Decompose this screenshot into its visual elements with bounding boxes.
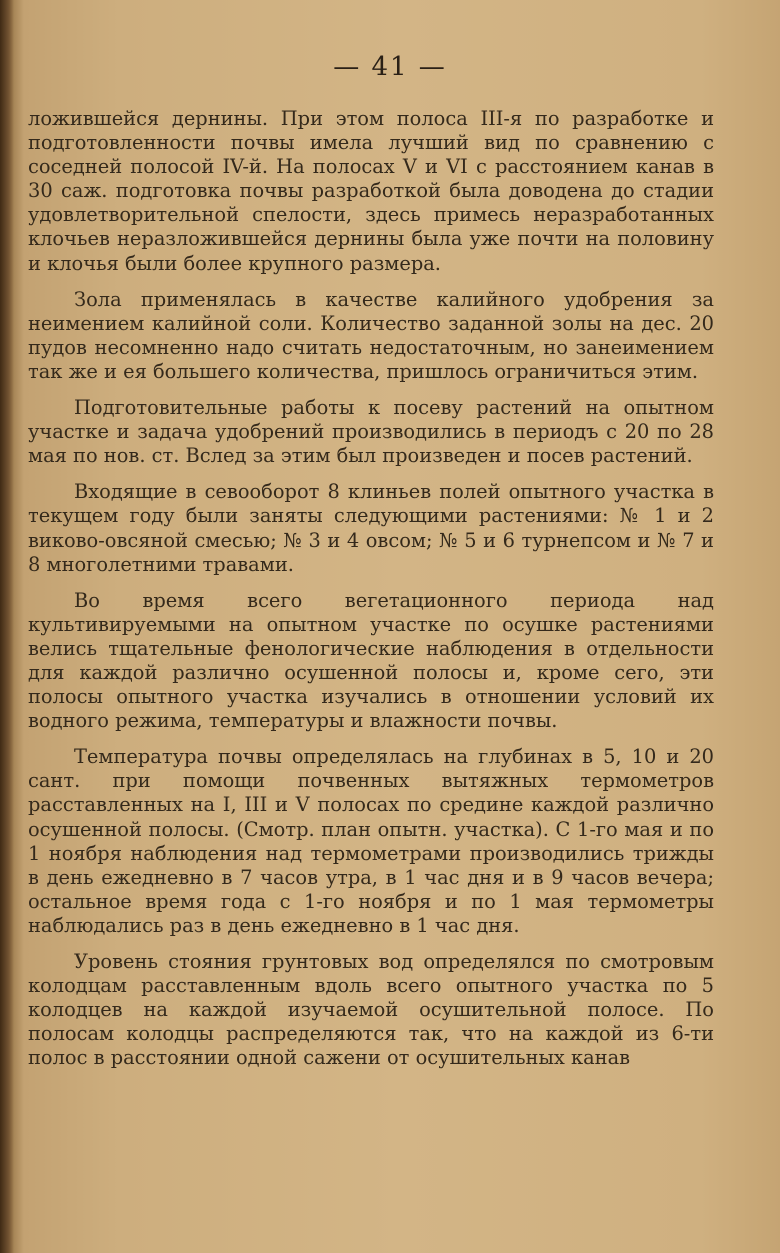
paragraph-3: Подготовительные работы к посеву растений на опытном участке и задача удобрений производились в периодъ с 20 по 28 мая по нов. ст. Вслед за этим был произведен и посев растений. [28, 396, 714, 468]
paragraph-7: Уровень стояния грунтовых вод определялся по смотровым колодцам расставленным вдоль всего опытного участка по 5 колодцев на каждой изучаемой осушительной полосе. По полосам колодцы распределяются так, что на каждой из 6-ти полос в расстоянии одной сажени от осушительных канав [28, 950, 714, 1070]
paragraph-6: Температура почвы определялась на глубинах в 5, 10 и 20 сант. при помощи почвенных вытяжных термометров расставленных на I, III и V полосах по средине каждой различно осушенной полосы. (Смотр. план опытн. участка). С 1-го мая и по 1 ноября наблюдения над термометрами производились трижды в день ежедневно в 7 часов утра, в 1 час дня и в 9 часов вечера; остальное время года с 1-го ноября и по 1 мая термометры наблюдались раз в день ежедневно в 1 час дня. [28, 745, 714, 937]
paragraph-4: Входящие в севооборот 8 клиньев полей опытного участка в текущем году были заняты следующими растениями: № 1 и 2 виково-овсяной смесью; № 3 и 4 овсом; № 5 и 6 турнепсом и № 7 и 8 многолетними травами. [28, 480, 714, 576]
page-number: — 41 — [333, 52, 447, 82]
paragraph-2: Зола применялась в качестве калийного удобрения за неимением калийной соли. Количество заданной золы на дес. 20 пудов несомненно надо считать недостаточным, но занеимением так же и ея большего количества, пришлось ограничиться этим. [28, 287, 714, 383]
paragraph-1: ложившейся дернины. При этом полоса III-я по разработке и подготовленности почвы имела лучший вид по сравнению с соседней полосой IV-й. На полосах V и VI с расстоянием канав в 30 саж. подготовка почвы разработкой была доводена до стадии удовлетворительной спелости, здесь примесь неразработанных клочьев неразложившейся дернины была уже почти на половину и клочья были более крупного размера. [28, 107, 714, 275]
paragraph-5: Во время всего вегетационного периода над культивируемыми на опытном участке по осушке растениями велись тщательные фенологические наблюдения в отдельности для каждой различно осушенной полосы и, кроме сего, эти полосы опытного участка изучались в отношении условий их водного режима, температуры и влажности почвы. [28, 588, 714, 733]
page-binding-shadow [0, 0, 14, 1253]
page-body [28, 107, 714, 1082]
